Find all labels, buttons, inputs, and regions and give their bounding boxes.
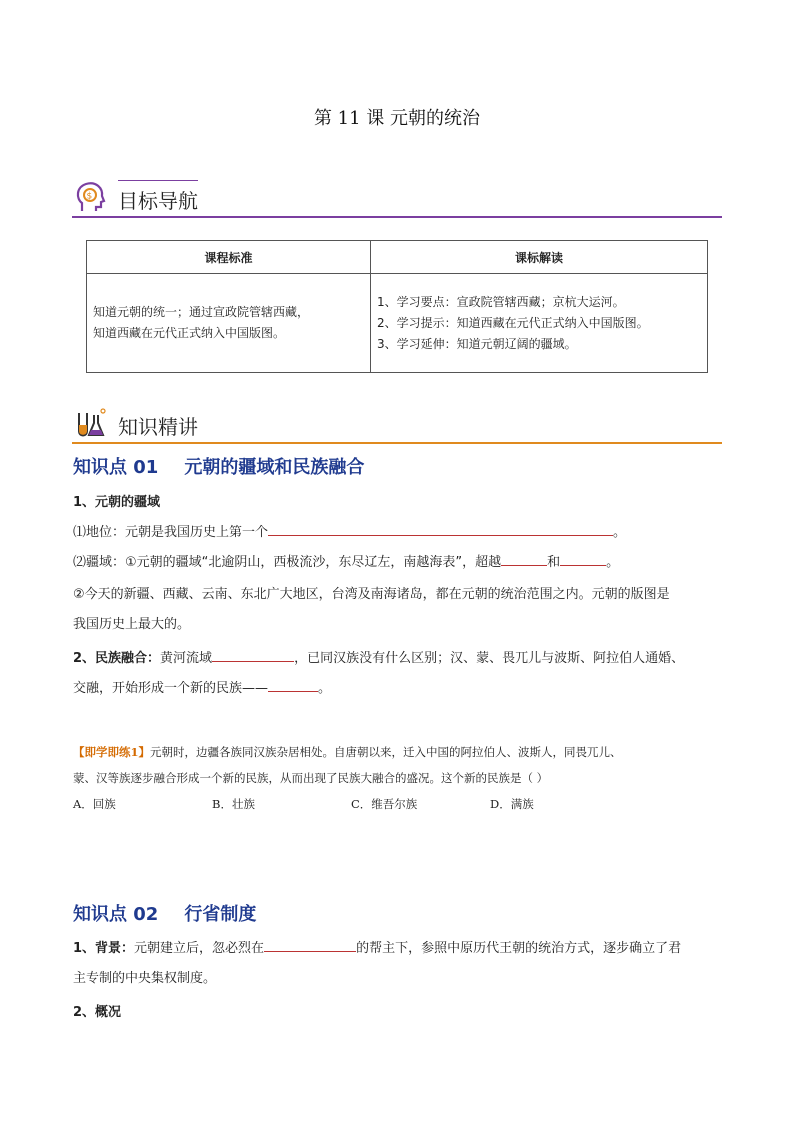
blank: [560, 551, 606, 566]
page-title: 第 11 课 元朝的统治: [313, 108, 481, 129]
section-header-knowledge: [72, 404, 722, 444]
option-a[interactable]: A．回族: [73, 797, 116, 811]
exercise-block: 【即学即练1】元朝时，边疆各族同汉族杂居相处。自唐朝以来，迁入中国的阿拉伯人、波斯人，同畏兀儿、 蒙、汉等族逐步融合形成一个新的民族，从而出现了民族大融合的盛况。这个新的民族是（ ） A．回族 B．壮族 C．维吾尔族 D．满族: [73, 739, 723, 817]
blank: [264, 937, 356, 952]
section-header-goal: [72, 178, 722, 218]
section-title-knowledge: 知识精讲: [118, 415, 198, 439]
exercise-tag: 【即学即练1】: [73, 745, 151, 759]
kp1-sub-heading: 1、元朝的疆域: [73, 495, 161, 510]
exercise-options: [73, 791, 723, 817]
table-header-interpretation: 课标解读: [371, 241, 708, 274]
curriculum-table: [86, 240, 708, 373]
section-title-goal: 目标导航: [118, 189, 198, 213]
kp1-heading: 知识点 01 元朝的疆域和民族融合: [73, 457, 365, 478]
blank: [501, 551, 547, 566]
table-header-standard: 课程标准: [87, 241, 371, 274]
option-d[interactable]: D．满族: [490, 797, 534, 811]
blank: [212, 647, 294, 662]
kp2-line-background: 1、背景：元朝建立后，忽必烈在 的帮主下，参照中原历代王朝的统治方式，逐步确立了君 主专制的中央集权制度。: [73, 934, 723, 994]
blank: [268, 677, 318, 692]
kp2-heading: 知识点 02 行省制度: [73, 904, 257, 925]
kp1-line-scope: ②今天的新疆、西藏、云南、东北广大地区，台湾及南海诸岛，都在元朝的统治范围之内。元朝的版图是 我国历史上最大的。: [73, 587, 670, 632]
blank: [268, 521, 613, 536]
kp1-line-fusion: 2、民族融合：黄河流域 ，已同汉族没有什么区别；汉、蒙、畏兀儿与波斯、阿拉伯人通婚、 交融，开始形成一个新的民族—— 。: [73, 644, 723, 704]
head-gear-icon: [72, 179, 108, 215]
kp2-line-overview: 2、概况: [73, 1005, 122, 1020]
option-b[interactable]: B．壮族: [212, 797, 255, 811]
svg-text:$: $: [86, 191, 93, 202]
kp1-line-status: ⑴地位：元朝是我国历史上第一个 。: [73, 518, 723, 548]
standard-cell: 知道元朝的统一；通过宣政院管辖西藏， 知道西藏在元代正式纳入中国版图。: [87, 274, 371, 373]
option-c[interactable]: C．维吾尔族: [351, 797, 418, 811]
flask-icon: [72, 405, 108, 441]
interpretation-cell: 1、学习要点：宣政院管辖西藏；京杭大运河。 2、学习提示：知道西藏在元代正式纳入中国版图。 3、学习延伸：知道元朝辽阔的疆域。: [371, 274, 708, 373]
kp1-line-territory: ⑵疆域：①元朝的疆域“北逾阴山，西极流沙，东尽辽左，南越海表”，超越 和 。: [73, 548, 723, 578]
